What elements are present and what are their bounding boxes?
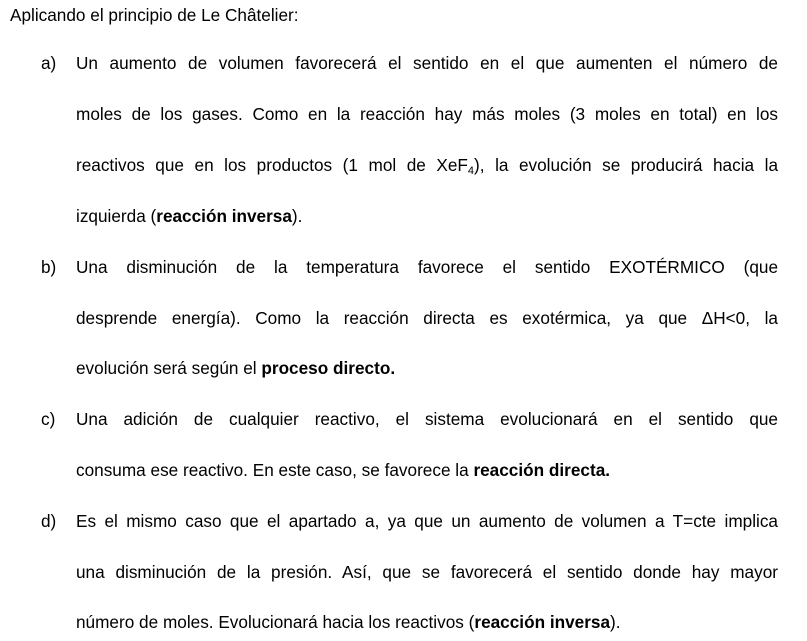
text-line: Una adición de cualquier reactivo, el sistema evolucionará en el sentido que: [76, 409, 778, 429]
bold-term: proceso directo.: [261, 358, 396, 378]
list-marker: b): [41, 257, 57, 277]
text-line: evolución será según el proceso directo.: [76, 358, 396, 378]
list-marker: a): [41, 53, 57, 73]
text-line: número de moles. Evolucionará hacia los reactivos (reacción inversa).: [76, 612, 621, 632]
bold-term: reacción directa.: [473, 460, 611, 480]
text-line: consuma ese reactivo. En este caso, se favorece la reacción directa.: [76, 460, 611, 480]
text-line: Una disminución de la temperatura favorece el sentido EXOTÉRMICO (que: [76, 257, 778, 277]
text-line: Un aumento de volumen favorecerá el sentido en el que aumenten el número de: [76, 53, 778, 73]
text-line: reactivos que en los productos (1 mol de XeF$_4$), la evolución se producirá hacia la: [76, 155, 778, 177]
list-marker: c): [41, 409, 56, 429]
bold-term: reacción inversa: [474, 612, 611, 632]
text-line: moles de los gases. Como en la reacción hay más moles (3 moles en total) en los: [76, 104, 778, 124]
list-marker: d): [41, 511, 57, 531]
bold-term: reacción inversa: [156, 206, 292, 226]
text-line: izquierda (reacción inversa).: [76, 206, 303, 226]
text-line: una disminución de la presión. Así, que se favorecerá el sentido donde hay mayor: [76, 562, 778, 582]
intro-heading: Aplicando el principio de Le Châtelier:: [10, 5, 299, 25]
text-line: Es el mismo caso que el apartado a, ya que un aumento de volumen a T=cte implica: [76, 511, 778, 531]
subscript: 4: [467, 165, 475, 177]
text-line: desprende energía). Como la reacción directa es exotérmica, ya que ΔH<0, la: [76, 308, 778, 328]
